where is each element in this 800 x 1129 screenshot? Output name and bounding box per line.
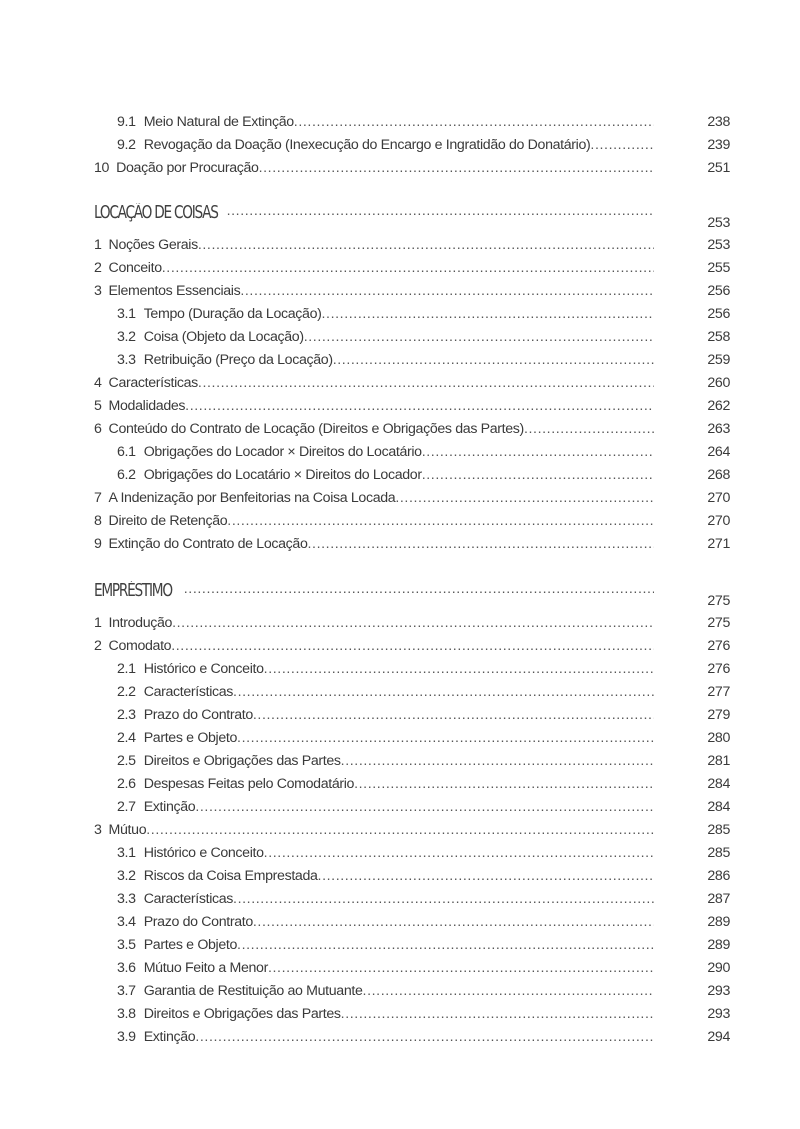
dot-leader [233,684,654,700]
toc-entry-page: 289 [707,914,730,930]
dot-leader [363,983,654,999]
toc-entry-page: 279 [707,707,730,723]
toc-entry-number: 6.2 [117,467,136,483]
toc-entry-number: 3.7 [117,983,136,999]
dot-leader [146,822,654,838]
table-of-contents [94,114,730,1052]
dot-leader [227,513,654,529]
toc-entry[interactable] [94,776,730,799]
toc-entry-page: 251 [707,160,730,176]
toc-entry-page: 285 [707,845,730,861]
dot-leader [185,398,654,414]
dot-leader [333,352,654,368]
toc-entry-title: Características [108,375,198,391]
toc-entry[interactable] [94,638,730,661]
toc-entry[interactable] [94,822,730,845]
toc-entry-title: Partes e Objeto [143,730,238,746]
toc-entry-title: Prazo do Contrato [143,707,253,723]
toc-entry-number: 3.9 [117,1029,136,1045]
toc-entry-page: 287 [707,891,730,907]
toc-entry[interactable] [94,467,730,490]
dot-leader [198,375,654,391]
toc-entry-page: 276 [707,661,730,677]
toc-entry-number: 10 [94,160,110,176]
toc-entry-number: 3.3 [117,352,136,368]
toc-entry-number: 3.2 [117,868,136,884]
toc-entry-number: 3 [94,822,102,838]
toc-entry-number: 2.1 [117,661,136,677]
toc-entry-number: 3.1 [117,845,136,861]
toc-entry[interactable] [94,329,730,352]
toc-entry-page: 280 [707,730,730,746]
toc-entry-title: Doação por Procuração [116,160,259,176]
dot-leader [198,237,654,253]
toc-entry-title: Extinção do Contrato de Locação [108,536,308,552]
toc-entry-title: Histórico e Conceito [143,661,264,677]
toc-entry-number: 3.3 [117,891,136,907]
dot-leader [184,581,654,603]
toc-entry-title: Garantia de Restituição ao Mutuante [143,983,363,999]
dot-leader [422,467,654,483]
dot-leader [264,661,654,677]
dot-leader [172,615,654,631]
dot-leader [171,638,654,654]
toc-entry-title: Tempo (Duração da Locação) [143,306,322,322]
toc-entry-number: 6.1 [117,444,136,460]
toc-entry-page: 256 [707,283,730,299]
toc-entry-title: Prazo do Contrato [143,914,253,930]
toc-entry[interactable] [94,160,730,183]
toc-entry-number: 3.2 [117,329,136,345]
toc-entry[interactable] [94,868,730,891]
toc-entry-page: 258 [707,329,730,345]
toc-section-emprestimo-entries [94,615,730,1052]
dot-leader [227,203,654,225]
toc-entry-title: Revogação da Doação (Inexecução do Encargo e Ingratidão do Donatário) [143,137,591,153]
toc-entry-title: Mútuo [108,822,147,838]
toc-entry[interactable] [94,513,730,536]
toc-entry[interactable] [94,536,730,559]
toc-entry-title: Obrigações do Locador × Direitos do Locatário [143,444,422,460]
toc-entry-number: 3.5 [117,937,136,953]
toc-entry-title: Extinção [143,1029,196,1045]
section-heading-page: 253 [707,215,730,231]
toc-entry[interactable] [94,375,730,398]
toc-entry-page: 284 [707,776,730,792]
toc-entry[interactable] [94,237,730,260]
toc-entry[interactable] [94,1006,730,1029]
toc-entry[interactable] [94,753,730,776]
dot-leader [341,1006,654,1022]
toc-entry-page: 276 [707,638,730,654]
toc-entry-number: 9.2 [117,137,136,153]
toc-entry-title: Meio Natural de Extinção [143,114,294,130]
toc-entry-number: 2 [94,260,102,276]
toc-entry-title: Conceito [108,260,162,276]
toc-entry[interactable] [94,114,730,137]
toc-entry[interactable] [94,661,730,684]
toc-entry[interactable] [94,615,730,638]
toc-entry-page: 285 [707,822,730,838]
toc-section-locacao-entries [94,237,730,559]
dot-leader [259,160,654,176]
toc-entry-page: 290 [707,960,730,976]
dot-leader [264,845,654,861]
toc-entry[interactable] [94,684,730,707]
toc-entry-page: 259 [707,352,730,368]
toc-entry[interactable] [94,845,730,868]
toc-entry-title: Retribuição (Preço da Locação) [143,352,333,368]
toc-entry-number: 9.1 [117,114,136,130]
toc-entry[interactable] [94,306,730,329]
toc-entry-number: 3.6 [117,960,136,976]
toc-entry-title: Comodato [108,638,172,654]
toc-entry-number: 1 [94,237,102,253]
toc-pre-entries [94,114,730,183]
dot-leader [195,799,654,815]
toc-entry[interactable] [94,137,730,160]
toc-entry[interactable] [94,421,730,444]
toc-entry-number: 2.7 [117,799,136,815]
toc-entry-title: Riscos da Coisa Emprestada [143,868,318,884]
toc-entry-number: 9 [94,536,102,552]
dot-leader [233,891,654,907]
dot-leader [237,730,654,746]
dot-leader [253,707,654,723]
toc-entry-page: 289 [707,937,730,953]
toc-entry-page: 262 [707,398,730,414]
toc-entry[interactable] [94,398,730,421]
toc-entry[interactable] [94,283,730,306]
toc-entry-title: Elementos Essenciais [108,283,241,299]
toc-entry-page: 256 [707,306,730,322]
toc-entry[interactable] [94,799,730,822]
dot-leader [294,114,654,130]
toc-entry-number: 1 [94,615,102,631]
toc-entry-title: Mútuo Feito a Menor [143,960,268,976]
dot-leader [354,776,654,792]
toc-entry[interactable] [94,352,730,375]
toc-entry-number: 5 [94,398,102,414]
toc-entry[interactable] [94,707,730,730]
toc-entry-page: 238 [707,114,730,130]
dot-leader [240,283,654,299]
toc-entry-number: 3.8 [117,1006,136,1022]
toc-entry-page: 268 [707,467,730,483]
toc-entry[interactable] [94,730,730,753]
toc-entry[interactable] [94,914,730,937]
toc-entry-number: 2.4 [117,730,136,746]
toc-entry-number: 4 [94,375,102,391]
toc-entry-title: Partes e Objeto [143,937,238,953]
toc-entry[interactable] [94,260,730,283]
dot-leader [253,914,654,930]
toc-entry-number: 2.3 [117,707,136,723]
toc-entry[interactable] [94,983,730,1006]
section-heading-title: EMPRÉSTIMO [94,581,172,601]
toc-entry-title: Conteúdo do Contrato de Locação (Direitos e Obrigações das Partes) [108,421,524,437]
toc-entry-title: Introdução [108,615,173,631]
toc-entry-page: 270 [707,513,730,529]
toc-entry[interactable] [94,937,730,960]
dot-leader [395,490,654,506]
toc-entry-page: 253 [707,237,730,253]
dot-leader [237,937,654,953]
toc-entry-number: 8 [94,513,102,529]
toc-entry-number: 2.2 [117,684,136,700]
toc-entry-title: Direitos e Obrigações das Partes [143,1006,341,1022]
toc-entry-page: 284 [707,799,730,815]
dot-leader [318,868,654,884]
toc-entry-number: 7 [94,490,102,506]
toc-section-heading-locacao[interactable] [94,201,730,237]
dot-leader [590,137,654,153]
toc-entry-title: Noções Gerais [108,237,198,253]
dot-leader [322,306,655,322]
toc-entry-title: Modalidades [108,398,186,414]
toc-entry-title: Características [143,891,234,907]
toc-entry-page: 263 [707,421,730,437]
toc-entry-page: 286 [707,868,730,884]
toc-entry-title: Direitos e Obrigações das Partes [143,753,341,769]
toc-entry-page: 293 [707,983,730,999]
toc-entry-page: 255 [707,260,730,276]
toc-entry-number: 6 [94,421,102,437]
toc-entry-page: 275 [707,615,730,631]
toc-entry[interactable] [94,444,730,467]
dot-leader [162,260,654,276]
toc-entry[interactable] [94,1029,730,1052]
toc-entry[interactable] [94,960,730,983]
toc-entry-page: 281 [707,753,730,769]
dot-leader [268,960,654,976]
toc-entry-page: 277 [707,684,730,700]
toc-entry-page: 260 [707,375,730,391]
toc-entry-title: Obrigações do Locatário × Direitos do Locador [143,467,422,483]
toc-section-heading-emprestimo[interactable] [94,579,730,615]
dot-leader [195,1029,654,1045]
toc-entry-number: 2.6 [117,776,136,792]
toc-entry-number: 2.5 [117,753,136,769]
toc-entry-number: 3 [94,283,102,299]
dot-leader [341,753,654,769]
toc-entry-title: A Indenização por Benfeitorias na Coisa Locada [108,490,396,506]
toc-entry-page: 239 [707,137,730,153]
toc-entry[interactable] [94,891,730,914]
toc-entry-title: Histórico e Conceito [143,845,264,861]
dot-leader [308,536,655,552]
toc-entry-title: Direito de Retenção [108,513,228,529]
section-heading-page: 275 [707,593,730,609]
toc-entry-page: 293 [707,1006,730,1022]
toc-entry-page: 270 [707,490,730,506]
toc-entry-page: 271 [707,536,730,552]
toc-entry-title: Despesas Feitas pelo Comodatário [143,776,355,792]
toc-entry-title: Coisa (Objeto da Locação) [143,329,304,345]
toc-entry-page: 294 [707,1029,730,1045]
toc-entry-page: 264 [707,444,730,460]
toc-entry-number: 3.4 [117,914,136,930]
toc-entry-number: 3.1 [117,306,136,322]
dot-leader [422,444,654,460]
toc-entry-number: 2 [94,638,102,654]
toc-entry-title: Extinção [143,799,196,815]
toc-entry[interactable] [94,490,730,513]
dot-leader [304,329,654,345]
toc-entry-title: Características [143,684,234,700]
dot-leader [524,421,654,437]
section-heading-title: LOCAÇÃO DE COISAS [94,203,218,223]
